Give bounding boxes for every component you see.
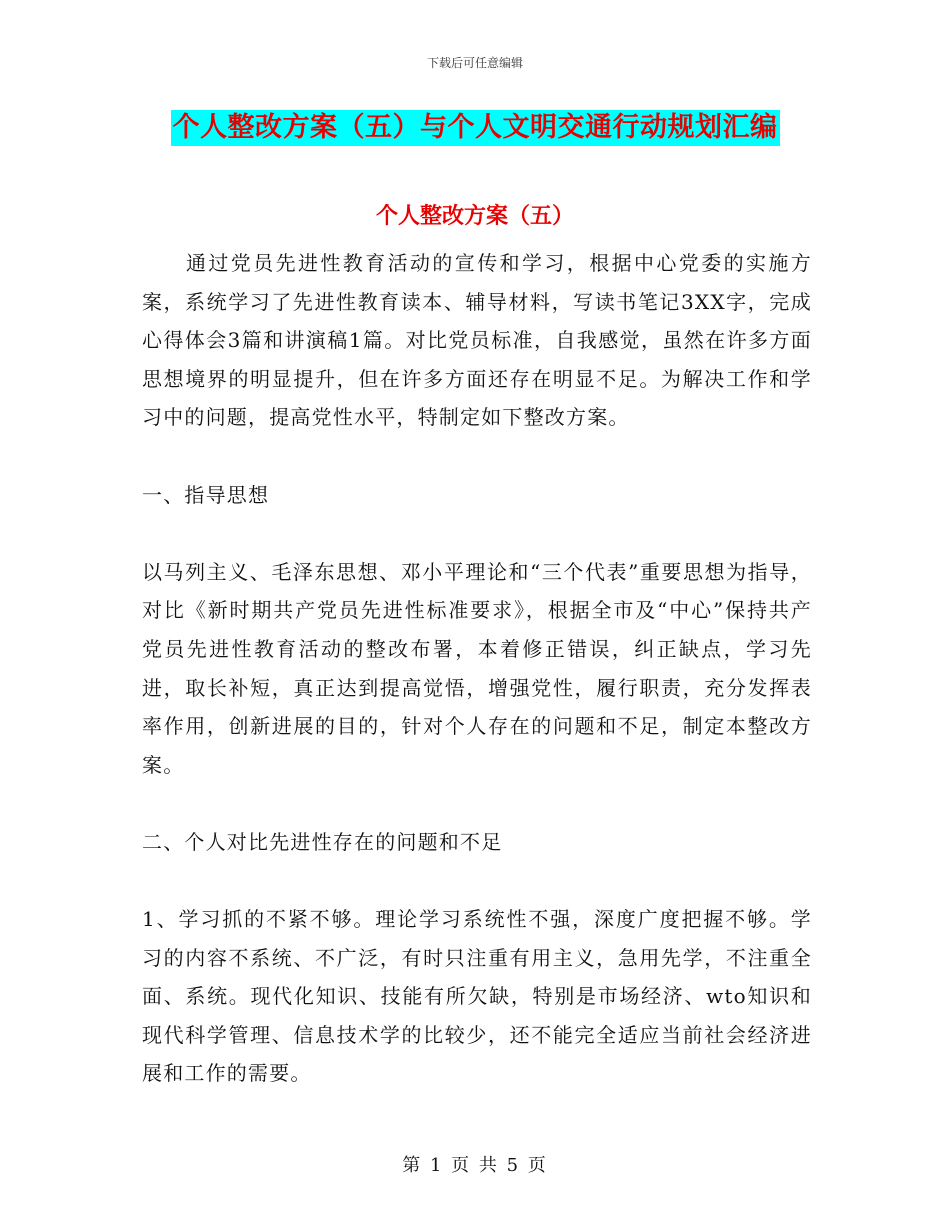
heading-problems: 二、个人对比先进性存在的问题和不足 [142, 829, 503, 854]
paragraph-spacer [142, 862, 812, 901]
document-title: 个人整改方案（五）与个人文明交通行动规划汇编 [171, 110, 780, 146]
header-note: 下载后可任意编辑 [426, 56, 523, 70]
page-footer: 第 1 页 共 5 页 [402, 1155, 548, 1176]
paragraph-spacer [142, 514, 812, 553]
problem-item-1: 1、学习抓的不紧不够。理论学习系统性不强，深度广度把握不够。学习的内容不系统、不广泛，有时只注重有用主义，急用先学，不注重全面、系统。现代化知识、技能有所欠缺，特别是市场经济、wto知识和现代科学管理、信息技术学的比较少，还不能完全适应当前社会经济进展和工作的需要。 [142, 907, 812, 1086]
document-body [142, 244, 812, 1093]
paragraph-spacer [142, 437, 812, 476]
section-title: 个人整改方案（五） [375, 203, 574, 229]
paragraph-spacer [142, 784, 812, 823]
heading-guiding-thought: 一、指导思想 [142, 482, 270, 507]
intro-paragraph: 通过党员先进性教育活动的宣传和学习，根据中心党委的实施方案，系统学习了先进性教育读本、辅导材料，写读书笔记3XX字，完成心得体会3篇和讲演稿1篇。对比党员标准，自我感觉，虽然在许多方面思想境界的明显提升，但在许多方面还存在明显不足。为解决工作和学习中的问题，提高党性水平，特制定如下整改方案。 [142, 251, 812, 430]
main-title-container [0, 110, 950, 146]
guiding-thought-paragraph: 以马列主义、毛泽东思想、邓小平理论和“三个代表”重要思想为指导，对比《新时期共产党员先进性标准要求》，根据全市及“中心”保持共产党员先进性教育活动的整改布署，本着修正错误，纠正缺点，学习先进，取长补短，真正达到提高觉悟，增强党性，履行职责，充分发挥表率作用，创新进展的目的，针对个人存在的问题和不足，制定本整改方案。 [142, 559, 812, 777]
